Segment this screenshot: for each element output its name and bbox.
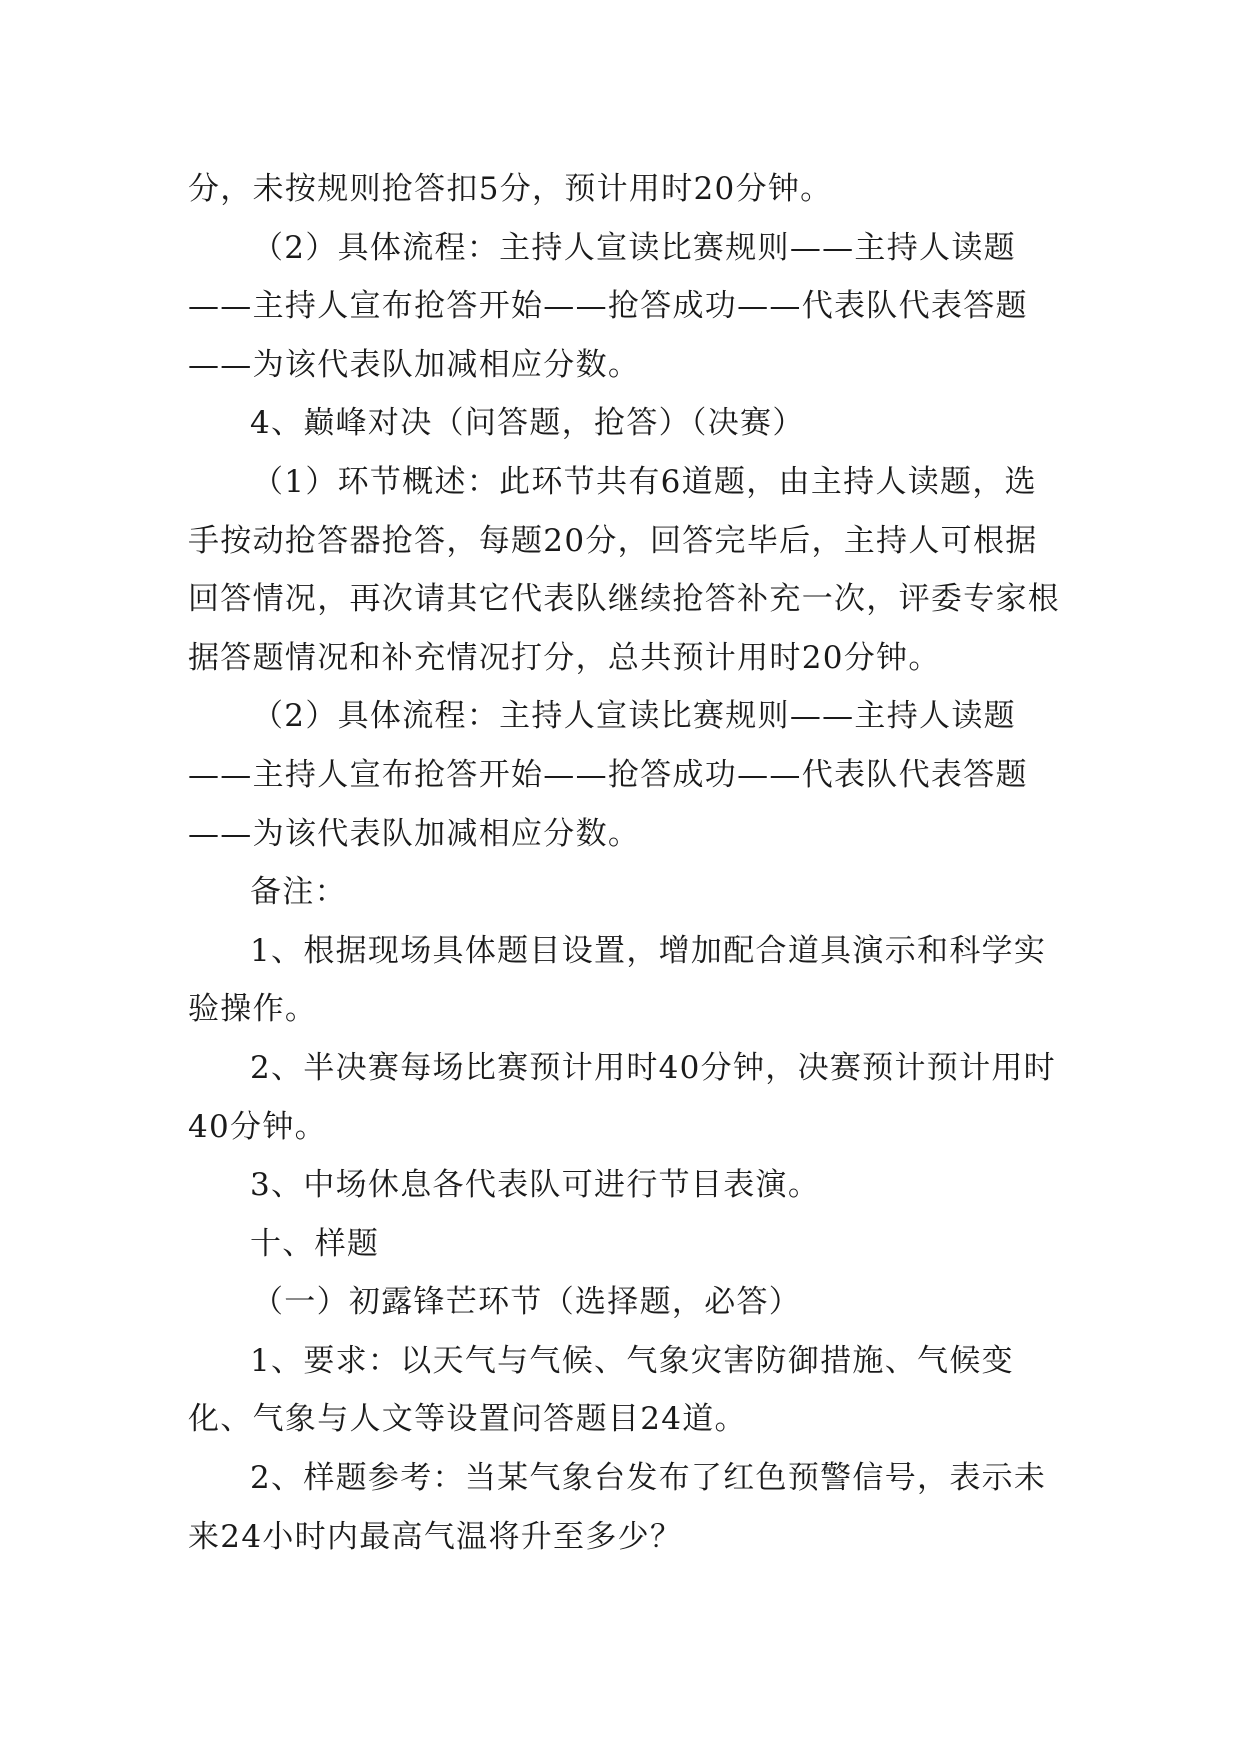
subsection-heading-round-one: （一）初露锋芒环节（选择题，必答）: [252, 1284, 802, 1321]
document-body: [188, 160, 1068, 1566]
paragraph-scoring-note: 分，未按规则抢答扣5分，预计用时20分钟。: [188, 171, 833, 207]
paragraph-remark-2: 2、半决赛每场比赛预计用时40分钟，决赛预计预计用时40分钟。: [188, 1049, 1056, 1145]
paragraph-sample-reference: 2、样题参考：当某气象台发布了红色预警信号，表示未来24小时内最高气温将升至多少？: [188, 1460, 1047, 1555]
paragraph-final-overview: （1）环节概述：此环节共有6道题，由主持人读题，选手按动抢答器抢答，每题20分，回答完毕后，主持人可根据回答情况，再次请其它代表队继续抢答补充一次，评委专家根据答题情况和补充情况打分，总共预计用时20分钟。: [188, 463, 1061, 676]
paragraph-semifinal-process: （2）具体流程：主持人宣读比赛规则——主持人读题——主持人宣布抢答开始——抢答成功——代表队代表答题——为该代表队加减相应分数。: [188, 229, 1028, 383]
paragraph-remark-1: 1、根据现场具体题目设置，增加配合道具演示和科学实验操作。: [188, 932, 1047, 1028]
paragraph-final-process: （2）具体流程：主持人宣读比赛规则——主持人读题——主持人宣布抢答开始——抢答成功——代表队代表答题——为该代表队加减相应分数。: [188, 698, 1028, 852]
section-heading-sample-questions: 十、样题: [250, 1225, 380, 1262]
paragraph-requirement: 1、要求：以天气与气候、气象灾害防御措施、气候变化、气象与人文等设置问答题目24道。: [188, 1342, 1014, 1438]
paragraph-final-round-heading: 4、巅峰对决（问答题，抢答）（决赛）: [250, 405, 805, 442]
paragraph-remarks-heading: 备注：: [250, 874, 347, 911]
paragraph-remark-3: 3、中场休息各代表队可进行节目表演。: [250, 1167, 821, 1204]
